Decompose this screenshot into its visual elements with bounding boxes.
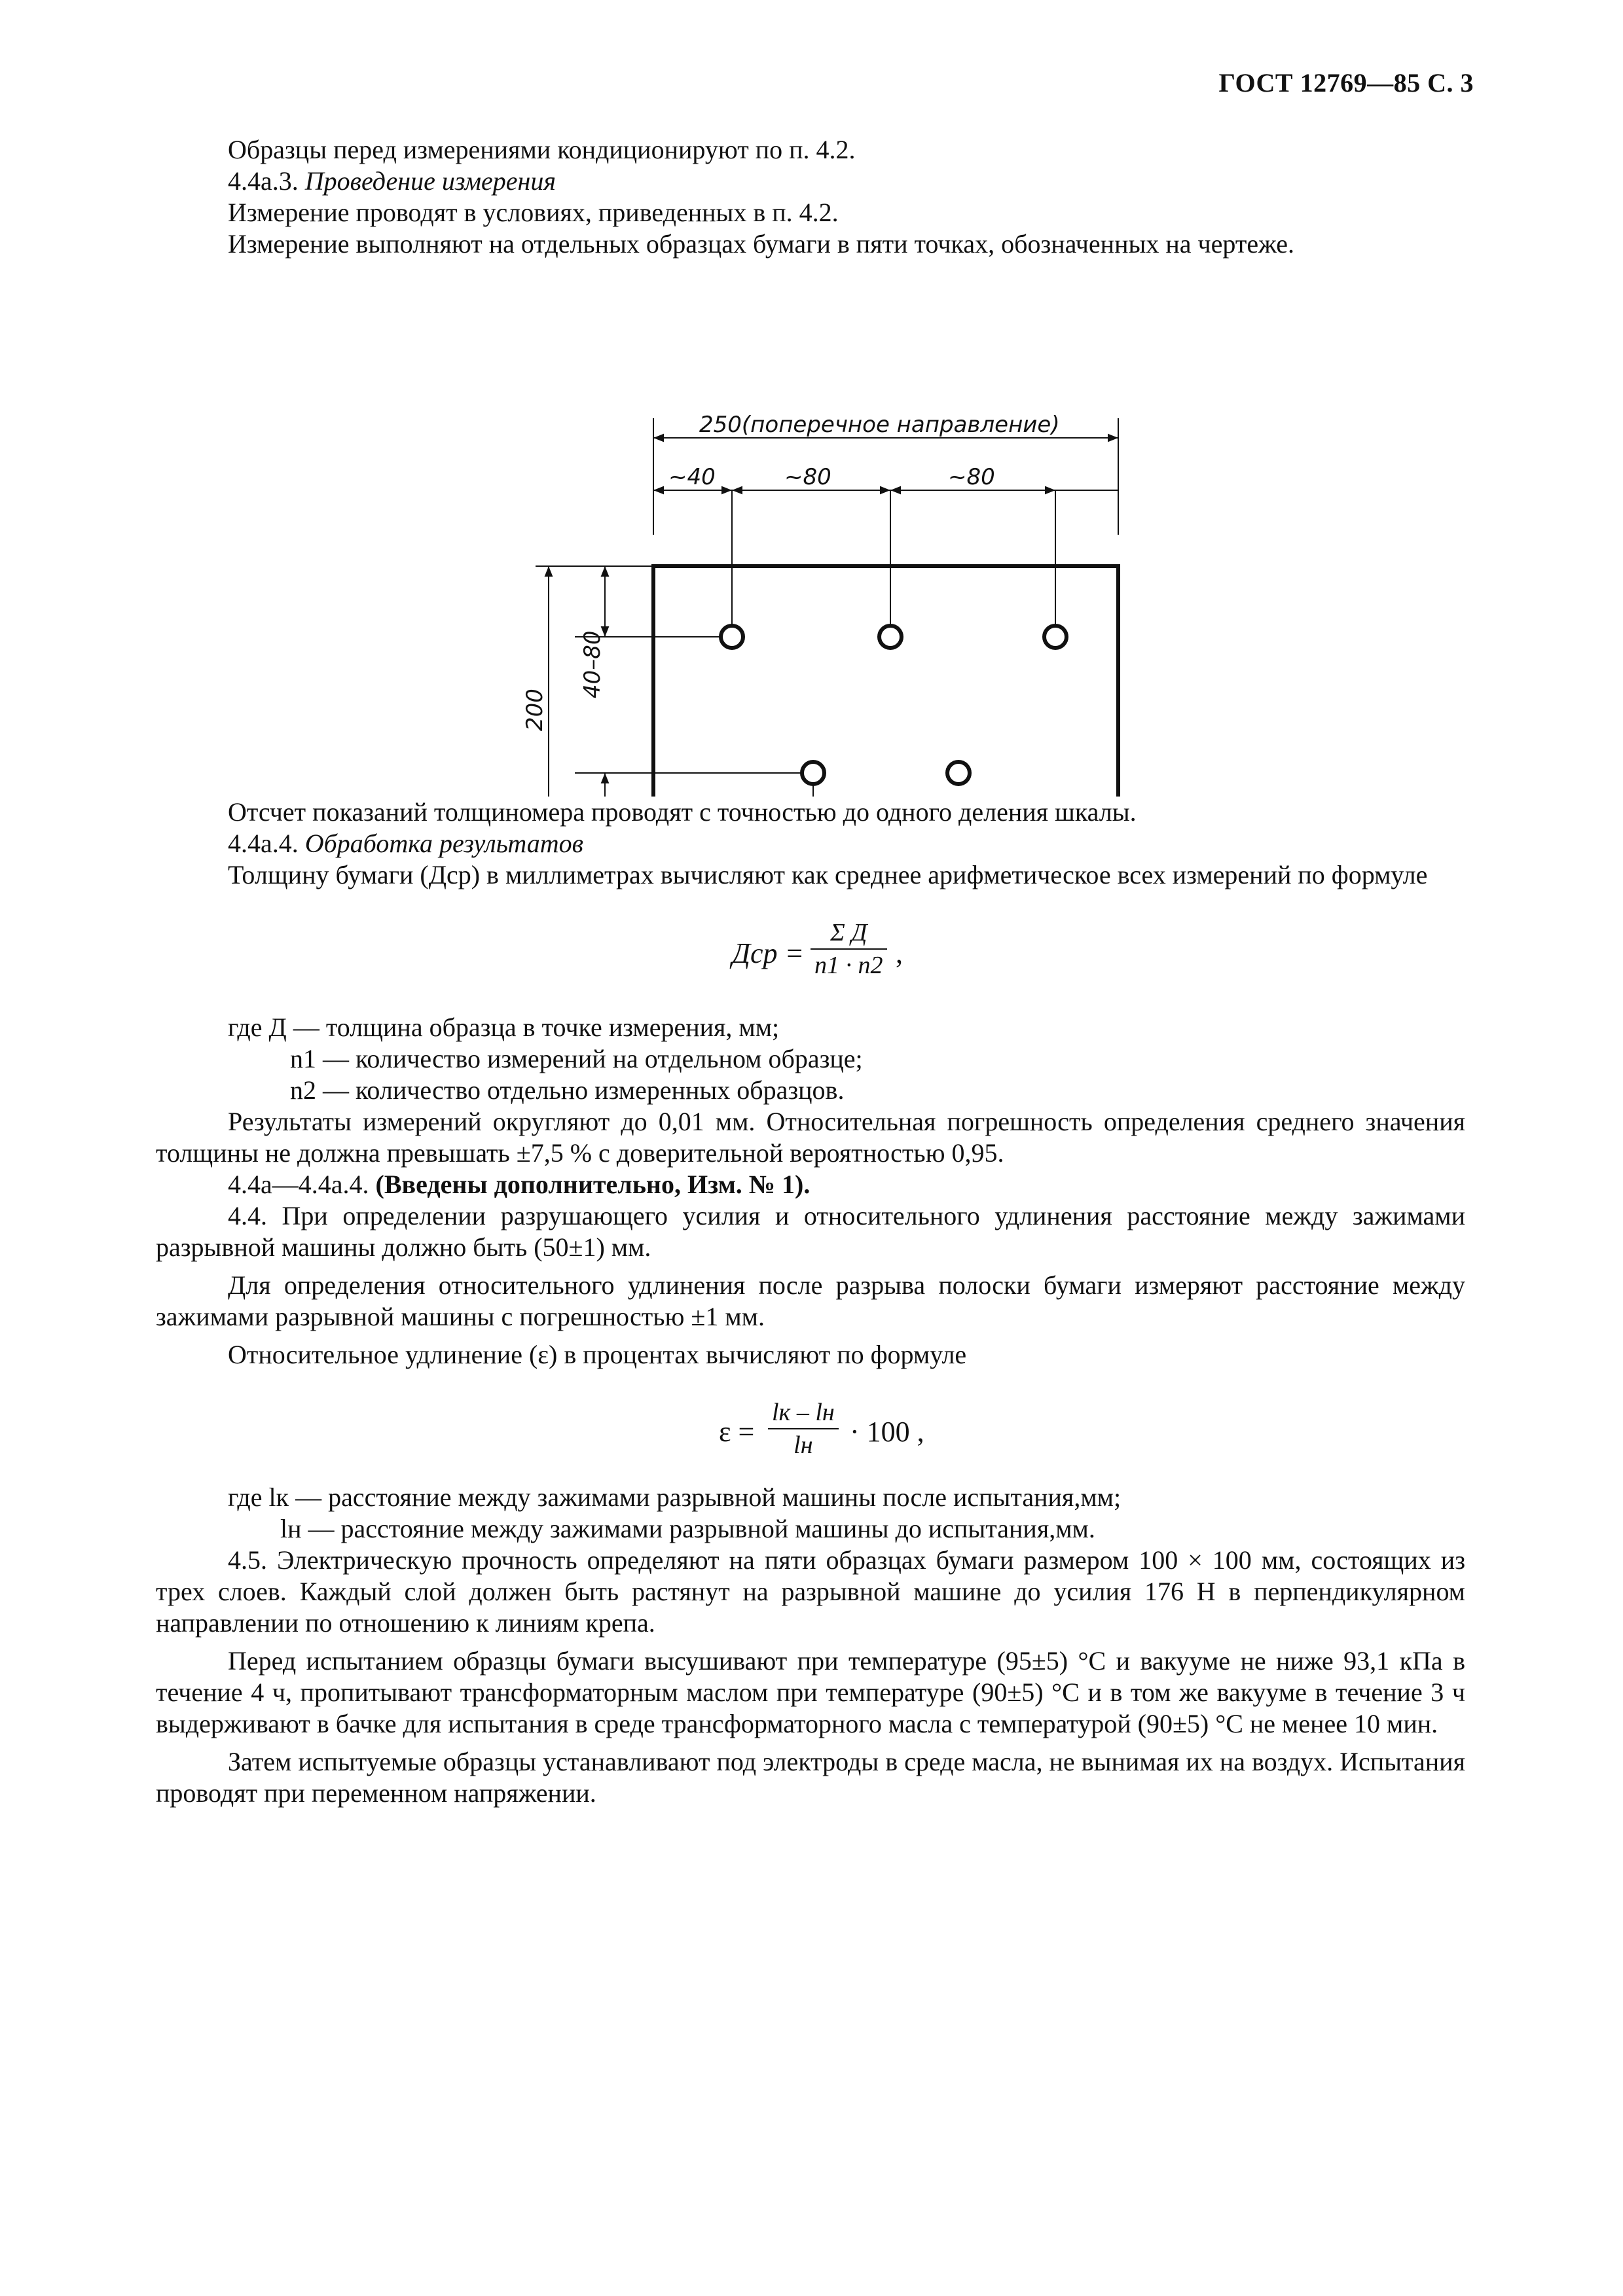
where-item: Д — толщина образца в точке измерения, мм; bbox=[268, 1013, 780, 1042]
section-number: 4.4а.3. bbox=[228, 166, 299, 196]
paragraph-rounding: Результаты измерений округляют до 0,01 мм. Относительная погрешность определения среднего значения толщины не должна превышать ±7,5 % с доверительной вероятностью 0,95. bbox=[156, 1107, 1465, 1168]
paragraph-conditioning: Образцы перед измерениями кондиционируют по п. 4.2. bbox=[228, 135, 856, 164]
label-top-range: 40–80 bbox=[579, 630, 606, 698]
page-header: ГОСТ 12769—85 С. 3 bbox=[1218, 68, 1474, 98]
section-heading-4-4a-3 bbox=[156, 166, 1465, 197]
sample-drawing bbox=[156, 273, 1465, 797]
formula2-fraction bbox=[768, 1397, 839, 1461]
paragraph-amendment bbox=[156, 1169, 1465, 1200]
paragraph-points: Измерение выполняют на отдельных образцах бумаги в пяти точках, обозначенных на чертеже. bbox=[228, 229, 1294, 259]
formula2-lhs: ε = bbox=[719, 1416, 755, 1448]
paragraph-4-5: 4.5. Электрическую прочность определяют на пяти образцах бумаги размером 100 × 100 мм, состоящих из трех слоев. Каждый слой должен быть растянут на разрывной машине до усилия 176 Н в перпендикулярном направлении по отношению к линиям крепа. bbox=[156, 1545, 1465, 1638]
formula1-numerator: Σ Д bbox=[830, 919, 867, 946]
paragraph-drying: Перед испытанием образцы бумаги высушивают при температуре (95±5) °С и вакууме не ниже 93,1 кПа в течение 4 ч, пропитывают трансформаторным маслом при температуре (90±5) °С и в том же вакууме в течение 3 ч выдерживают в бачке для испытания в среде трансформаторного масла с температурой (90±5) °С не менее 10 мин. bbox=[156, 1646, 1465, 1738]
formula1-lhs: Дср = bbox=[732, 937, 805, 969]
where-item: n2 — количество отдельно измеренных образцов. bbox=[290, 1075, 845, 1105]
formula1-denominator: n1 · n2 bbox=[814, 952, 883, 979]
section-number: 4.4а.4. bbox=[228, 829, 299, 858]
label-width: 250(поперечное направление) bbox=[699, 412, 1060, 438]
paragraph-4-4: 4.4. При определении разрушающего усилия и относительного удлинения расстояние между зажимами разрывной машины должно быть (50±1) мм. bbox=[156, 1201, 1465, 1262]
formula-elongation bbox=[156, 1371, 1465, 1482]
document-body bbox=[156, 134, 1465, 1809]
formula1-tail: , bbox=[896, 937, 903, 969]
section-heading-4-4a-4 bbox=[156, 828, 1465, 859]
formula2-numerator: lк – lн bbox=[772, 1399, 835, 1426]
paragraph-electrodes: Затем испытуемые образцы устанавливают под электроды в среде масла, не вынимая их на воздух. Испытания проводят при переменном напряжении. bbox=[156, 1747, 1465, 1808]
paragraph-elongation-formula: Относительное удлинение (ε) в процентах вычисляют по формуле bbox=[228, 1340, 967, 1369]
where-lead: где bbox=[228, 1482, 263, 1512]
paragraph-thickness: Толщину бумаги (Дср) в миллиметрах вычисляют как среднее арифметическое всех измерений по формуле bbox=[228, 860, 1428, 889]
measurement-point-2 bbox=[879, 626, 902, 648]
where-item: lк — расстояние между зажимами разрывной машины после испытания,мм; bbox=[268, 1482, 1122, 1512]
measurement-point-5 bbox=[947, 762, 970, 784]
where-list-1 bbox=[228, 1012, 1465, 1106]
label-right-spacing: ~80 bbox=[948, 464, 995, 490]
measurement-points-figure bbox=[156, 273, 1465, 797]
measurement-point-3 bbox=[1044, 626, 1067, 648]
formula-average-thickness bbox=[156, 891, 1465, 1012]
measurement-point-1 bbox=[721, 626, 743, 648]
formula2-denominator: lн bbox=[793, 1431, 813, 1459]
paragraph-conditions: Измерение проводят в условиях, приведенных в п. 4.2. bbox=[228, 198, 839, 227]
label-mid-spacing: ~80 bbox=[784, 464, 831, 490]
measurement-point-4 bbox=[802, 762, 824, 784]
paragraph-elongation-measure: Для определения относительного удлинения после разрыва полоски бумаги измеряют расстояние между зажимами разрывной машины с погрешностью ±1 мм. bbox=[156, 1270, 1465, 1331]
section-title: Проведение измерения bbox=[304, 166, 556, 196]
amendment-number: 4.4а—4.4а.4. bbox=[228, 1170, 369, 1199]
label-left-offset: ~40 bbox=[668, 464, 716, 490]
amendment-text: (Введены дополнительно, Изм. № 1). bbox=[375, 1170, 811, 1199]
where-lead: где bbox=[228, 1013, 263, 1042]
section-title: Обработка результатов bbox=[304, 829, 583, 858]
where-item: n1 — количество измерений на отдельном образце; bbox=[290, 1044, 863, 1073]
label-height: 200 bbox=[522, 689, 548, 731]
where-list-2 bbox=[228, 1482, 1465, 1545]
paragraph-reading: Отсчет показаний толщиномера проводят с точностью до одного деления шкалы. bbox=[228, 797, 1137, 827]
formula1-fraction bbox=[811, 917, 887, 981]
where-item: lн — расстояние между зажимами разрывной машины до испытания,мм. bbox=[280, 1514, 1095, 1543]
formula2-tail: · 100 , bbox=[850, 1416, 924, 1448]
sample-outline bbox=[653, 566, 1118, 797]
